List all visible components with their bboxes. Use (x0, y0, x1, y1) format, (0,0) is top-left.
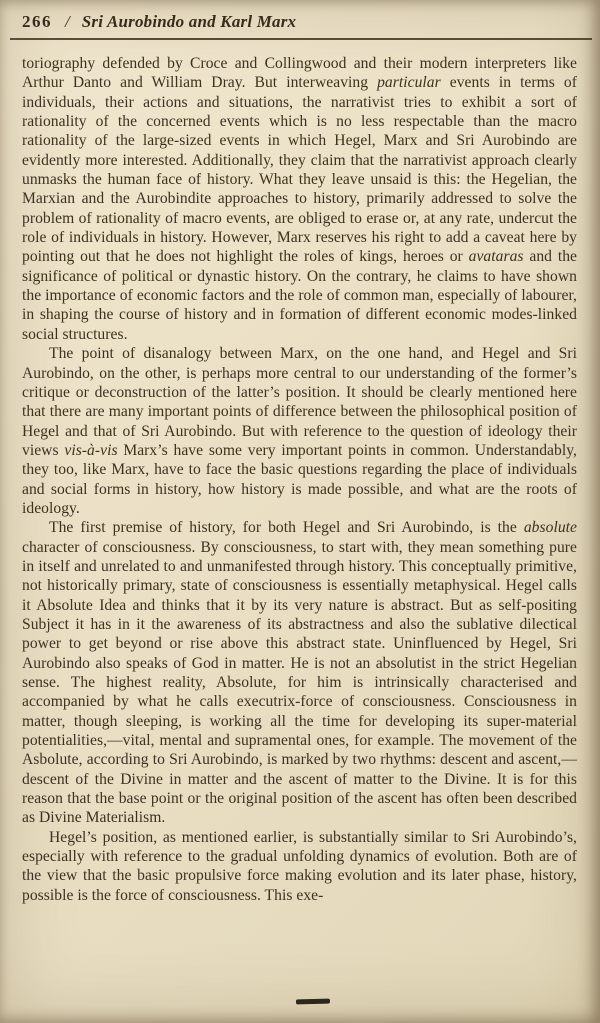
text-run: The first premise of history, for both Hegel and Sri Aurobindo, is the (49, 519, 524, 537)
page-number: 266 (22, 12, 52, 31)
italic-text-run: absolute (523, 519, 577, 537)
paragraph (22, 518, 577, 828)
italic-text-run: vis-à-vis (64, 441, 118, 459)
text-run: character of consciousness. By consciousness, to start with, they mean something pure in itself and unrelated to and unmanifested through history. This conceptually primitive, not historically primary, state of consciousness is essentially metaphysical. Hegel calls it Absolute Idea and thinks that it by its very nature is abstract. But as self-positing Subject it has in it the awareness of its abstractness and also the sublative dilectical power to get beyond or rise above this abstract state. Uninfluenced by Hegel, Sri Aurobindo also speaks of God in matter. He is not an absolutist in the strict Hegelian sense. The highest reality, Absolute, for him is intrinsically characterised and accompanied by what he calls executrix-force of consciousness. Consciousness in matter, though sleeping, is working all the time for developing its super-material potentialities,—vital, mental and supramental ones, for example. The movement of the Asbolute, according to Sri Aurobindo, is marked by two rhythms: descent and ascent,—descent of the Divine in matter and the ascent of matter to the Divine. It is for this reason that the base point or the original position of the ascent has often been described as Divine Materialism. (22, 538, 577, 827)
header-rule (10, 38, 592, 40)
page-body (22, 54, 577, 905)
scan-artifact (296, 999, 330, 1005)
page-header (22, 12, 577, 32)
paragraph (22, 344, 577, 518)
text-run: Hegel’s position, as mentioned earlier, is substantially similar to Sri Aurobindo’s, especially with reference to the gradual unfolding dynamics of evolution. Both are of the view that the basic propulsive force making evolution and its later phase, history, possible is the force of consciousness. This exe- (22, 828, 577, 904)
paragraph (22, 54, 577, 344)
paragraph (22, 828, 577, 905)
header-separator: / (65, 12, 70, 31)
text-run: toriography defended by Croce and Collingwood and their modern interpreters like Arthur Danto and William Dray. But interweaving (22, 55, 577, 92)
running-title: Sri Aurobindo and Karl Marx (81, 12, 297, 31)
text-run: and the significance of political or dynastic history. On the contrary, he claims to have shown the importance of economic factors and the role of common man, especially of labourer, in shaping the course of history and in formation of different economic modes-linked social structures. (22, 248, 577, 343)
text-run: Marx’s have some very important points in common. Understandably, they too, like Marx, have to face the basic questions regarding the place of individuals and social forms in history, how history is made possible, and what are the roots of ideology. (22, 441, 577, 517)
text-run: The point of disanalogy between Marx, on the one hand, and Hegel and Sri Aurobindo, on the other, is perhaps more central to our understanding of the former’s critique or deconstruction of the latter’s position. It should be clearly mentioned here that there are many important points of difference between the philosophical position of Hegel and that of Sri Aurobindo. But with reference to the question of ideology their views (22, 345, 577, 459)
italic-text-run: particular (377, 74, 441, 92)
italic-text-run: avataras (468, 248, 524, 266)
text-run: events in terms of individuals, their actions and situations, the narrativist tries to exhibit a sort of rationality of the concerned events which is no less respectable than the macro rationality of the large-sized events in which Hegel, Marx and Sri Aurobindo are evidently more interested. Additionally, they claim that the narrativist approach clearly unmasks the human face of history. What they leave unsaid is this: the Hegelian, the Marxian and the Aurobindite approaches to history, primarily addressed to solve the problem of rationality of macro events, are obliged to erase or, at any rate, undercut the role of individuals in history. However, Marx reserves his right to add a caveat here by pointing out that he does not highlight the roles of kings, heroes or (22, 74, 577, 266)
